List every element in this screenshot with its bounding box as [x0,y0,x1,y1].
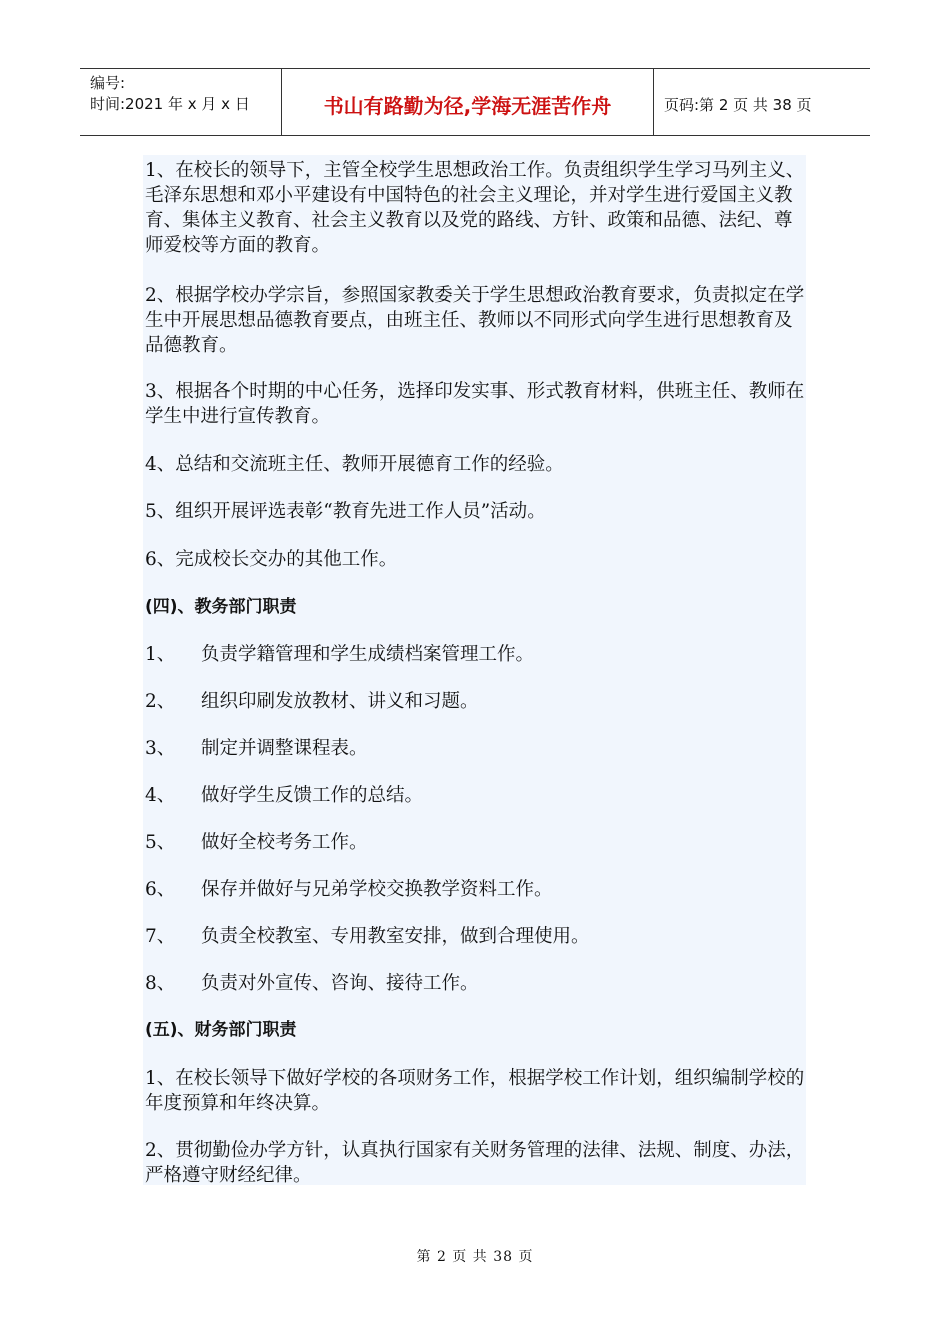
list-item [145,736,805,761]
document-body [143,155,806,1185]
item-number: 2、 [145,691,176,712]
item-number: 5、 [145,832,176,853]
finance-paragraph-2: 2、贯彻勤俭办学方针，认真执行国家有关财务管理的法律、法规、制度、办法，严格遵守财经纪律。 [145,1140,805,1186]
item-number: 4、 [145,785,176,806]
item-number: 6、 [145,879,176,900]
paragraph-4: 4、总结和交流班主任、教师开展德育工作的经验。 [145,454,564,475]
list-item [145,830,805,855]
paragraph-1: 1、在校长的领导下，主管全校学生思想政治工作。负责组织学生学习马列主义、毛泽东思想和邓小平建设有中国特色的社会主义理论，并对学生进行爱国主义教育、集体主义教育、社会主义教育以及党的路线、方针、政策和品德、法纪、尊师爱校等方面的教育。 [145,160,805,256]
finance-paragraph-1: 1、在校长领导下做好学校的各项财务工作，根据学校工作计划，组织编制学校的年度预算和年终决算。 [145,1068,805,1114]
list-item [145,642,805,667]
list-item [145,783,805,808]
item-number: 7、 [145,926,176,947]
paragraph-2: 2、根据学校办学宗旨，参照国家教委关于学生思想政治教育要求，负责拟定在学生中开展思想品德教育要点，由班主任、教师以不同形式向学生进行思想教育及品德教育。 [145,285,805,356]
page-footer: 第 2 页 共 38 页 [416,1249,534,1265]
paragraph-6: 6、完成校长交办的其他工作。 [145,549,398,570]
item-text: 负责对外宣传、咨询、接待工作。 [201,973,479,994]
item-text: 保存并做好与兄弟学校交换教学资料工作。 [201,879,553,900]
paragraph-5: 5、组织开展评选表彰“教育先进工作人员”活动。 [145,501,546,522]
item-number: 1、 [145,644,176,665]
item-text: 负责学籍管理和学生成绩档案管理工作。 [201,644,535,665]
header-motto: 书山有路勤为径,学海无涯苦作舟 [282,69,654,135]
section-title-finance: (五)、财务部门职责 [145,1020,297,1040]
code-label: 编号: [90,74,126,92]
item-text: 组织印刷发放教材、讲义和习题。 [201,691,479,712]
item-text: 制定并调整课程表。 [201,738,368,759]
header-meta [80,69,282,135]
item-text: 做好学生反馈工作的总结。 [201,785,424,806]
item-number: 8、 [145,973,176,994]
paragraph-3: 3、根据各个时期的中心任务，选择印发实事、形式教育材料，供班主任、教师在学生中进行宣传教育。 [145,381,805,427]
list-item [145,877,805,902]
header-page-info: 页码:第 2 页 共 38 页 [664,95,812,114]
list-item [145,689,805,714]
item-text: 负责全校教室、专用教室安排，做到合理使用。 [201,926,590,947]
time-label: 时间:2021 年 x 月 x 日 [90,95,250,113]
list-item [145,924,805,949]
list-item [145,971,805,996]
page-header [80,68,870,136]
item-number: 3、 [145,738,176,759]
item-text: 做好全校考务工作。 [201,832,368,853]
section-title-academic: (四)、教务部门职责 [145,597,297,617]
